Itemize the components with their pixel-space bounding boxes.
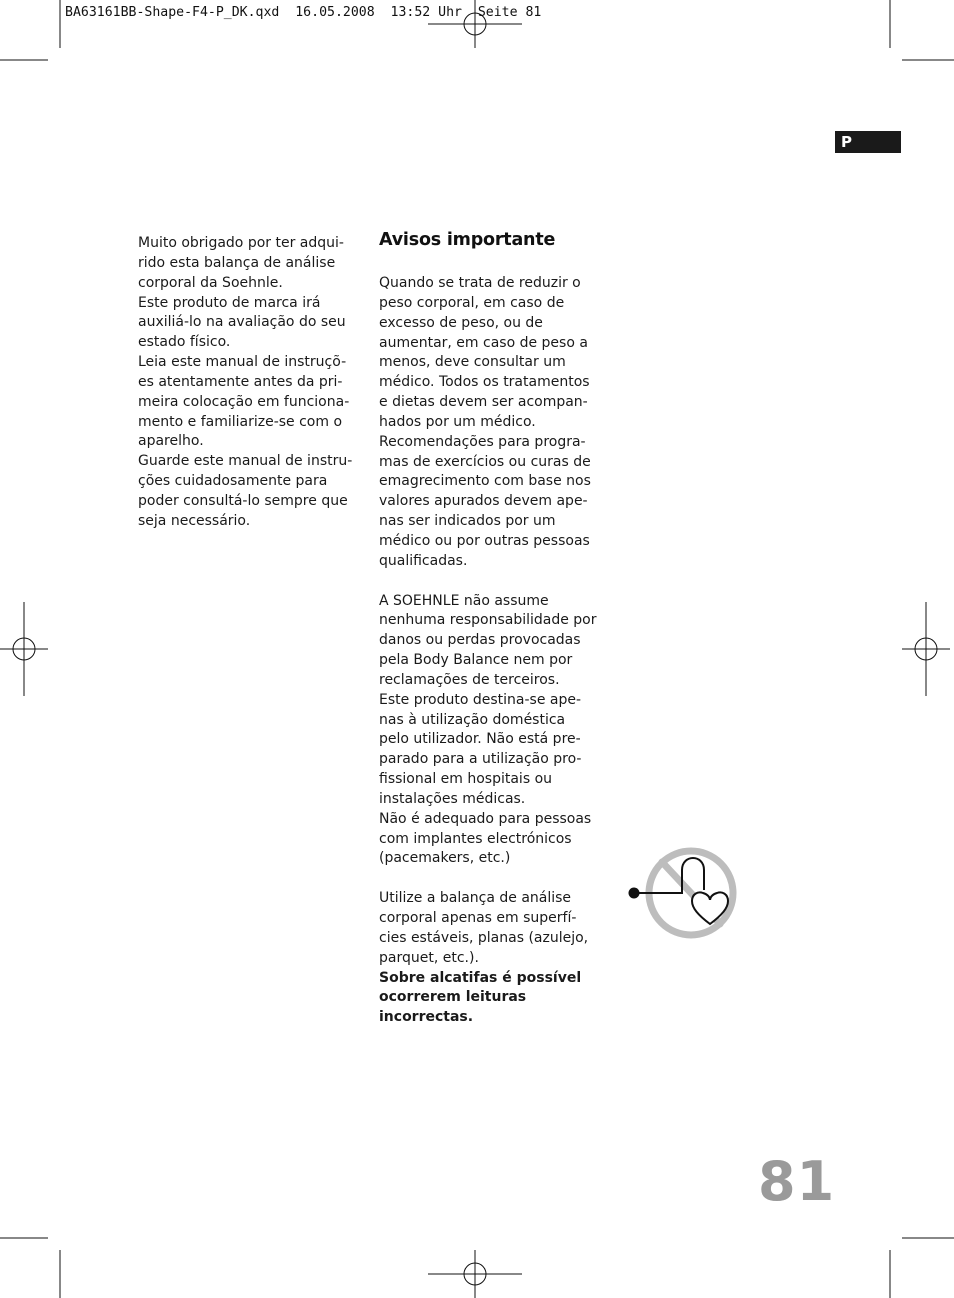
registration-mark-right (902, 602, 950, 696)
warning-carpet-note: Sobre alcatifas é possível ocorrerem leituras incorrectas. (379, 969, 582, 1026)
registration-mark-left (0, 602, 48, 696)
warning-paragraph-surface: Utilize a balança de análise corporal apenas em superfí- cies estáveis, planas (azulejo, parquet, etc.). (379, 890, 589, 966)
section-heading: Avisos importante (379, 230, 556, 250)
registration-mark-bottom (428, 1250, 522, 1298)
print-slug: BA63161BB-Shape-F4-P_DK.qxd 16.05.2008 13:52 Uhr Seite 81 (65, 5, 542, 20)
warnings-column (379, 274, 604, 1028)
no-pacemaker-icon (624, 846, 742, 942)
language-tab: P (835, 131, 901, 153)
page-number: 81 (758, 1150, 836, 1213)
warning-paragraph-medical: Quando se trata de reduzir o peso corporal, em caso de excesso de peso, ou de aumentar, em caso de peso a menos, deve consultar um médico. Todos os tratamentos e dietas devem ser acompan- hados por um médico. Recomendações para progra- mas de exercícios ou curas de emagrecimento com base nos valores apurados devem ape- nas ser indicados por um médico ou por outras pessoas qualificadas. (379, 275, 591, 569)
intro-column (138, 234, 363, 532)
warning-paragraph-liability: A SOEHNLE não assume nenhuma responsabilidade por danos ou perdas provocadas pela Body Balance nem por reclamações de terceiros. Este produto destina-se ape- nas à utilização doméstica pelo utilizador. Não está pre- parado para a utilização pro- fissional em hospitais ou instalações médicas. Não é adequado para pessoas com implantes electrónicos (pacemakers, etc.) (379, 592, 597, 867)
intro-text: Muito obrigado por ter adqui- rido esta balança de análise corporal da Soehnle. Este produto de marca irá auxiliá-lo na avaliação do seu estado físico. Leia este manual de instruçõ- es atentamente antes da pri- meira colocação em funciona- mento e familiarize-se com o aparelho. Guarde este manual de instru- ções cuidadosamente para poder consultá-lo sempre que seja necessário. (138, 235, 353, 529)
